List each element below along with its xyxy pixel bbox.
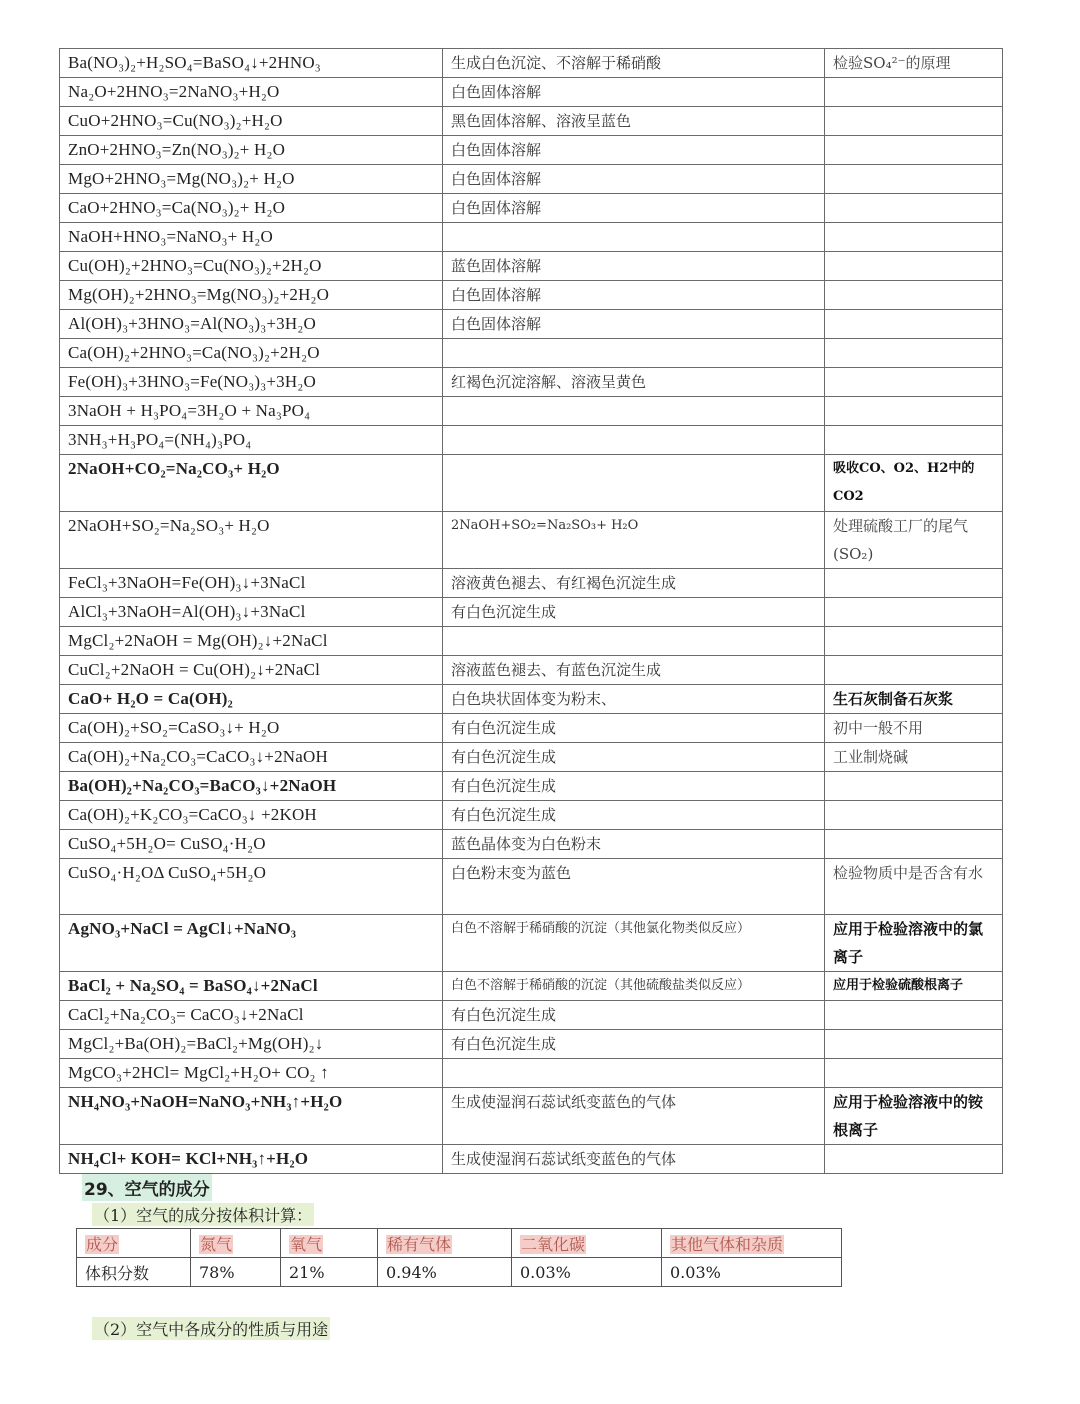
equation-cell: Mg(OH)₂+2HNO₃=Mg(NO₃)₂+2H₂O [60,281,443,310]
equation-cell: CuSO₄+5H₂O= CuSO₄·H₂O [60,830,443,859]
phenomenon-cell: 有白色沉淀生成 [443,743,825,772]
use-cell [825,136,1003,165]
table-row [60,310,1003,339]
use-cell [825,656,1003,685]
equation-cell: Fe(OH)₃+3HNO₃=Fe(NO₃)₃+3H₂O [60,368,443,397]
table-row [60,165,1003,194]
table-row [60,830,1003,859]
equation-cell: Na₂O+2HNO₃=2NaNO₃+H₂O [60,78,443,107]
phenomenon-cell: 蓝色固体溶解 [443,252,825,281]
table-row [77,1258,842,1287]
equation-cell: MgCl₂+Ba(OH)₂=BaCl₂+Mg(OH)₂↓ [60,1030,443,1059]
phenomenon-cell [443,223,825,252]
phenomenon-cell: 有白色沉淀生成 [443,714,825,743]
equation-cell: CaO+2HNO₃=Ca(NO₃)₂+ H₂O [60,194,443,223]
phenomenon-cell: 有白色沉淀生成 [443,1030,825,1059]
equation-cell: MgCO₃+2HCl= MgCl₂+H₂O+ CO₂ ↑ [60,1059,443,1088]
table-row [60,136,1003,165]
table-row [60,49,1003,78]
equation-cell: Cu(OH)₂+2HNO₃=Cu(NO₃)₂+2H₂O [60,252,443,281]
equation-cell: Ba(OH)₂+Na₂CO₃=BaCO₃↓+2NaOH [60,772,443,801]
table-row [60,915,1003,972]
phenomenon-cell: 溶液蓝色褪去、有蓝色沉淀生成 [443,656,825,685]
equation-cell: Ba(NO₃)₂+H₂SO₄=BaSO₄↓+2HNO₃ [60,49,443,78]
phenomenon-cell [443,339,825,368]
equation-cell: Al(OH)₃+3HNO₃=Al(NO₃)₃+3H₂O [60,310,443,339]
use-cell: 生石灰制备石灰浆 [825,685,1003,714]
phenomenon-cell: 白色固体溶解 [443,281,825,310]
table-row [60,426,1003,455]
use-cell: 工业制烧碱 [825,743,1003,772]
table-row [60,1001,1003,1030]
reaction-table [59,48,1003,1174]
equation-cell: ZnO+2HNO₃=Zn(NO₃)₂+ H₂O [60,136,443,165]
value-cell: 0.03% [662,1258,842,1287]
use-cell [825,772,1003,801]
header-cell: 氮气 [191,1229,281,1258]
equation-cell: Ca(OH)₂+2HNO₃=Ca(NO₃)₂+2H₂O [60,339,443,368]
use-cell [825,569,1003,598]
table-row [60,397,1003,426]
table-row [60,455,1003,512]
phenomenon-cell: 白色固体溶解 [443,165,825,194]
use-cell [825,78,1003,107]
table-row [60,859,1003,915]
phenomenon-cell: 白色不溶解于稀硝酸的沉淀（其他氯化物类似反应） [443,915,825,972]
equation-cell: 2NaOH+SO₂=Na₂SO₃+ H₂O [60,512,443,569]
use-cell [825,339,1003,368]
use-cell [825,426,1003,455]
table-row [60,569,1003,598]
use-cell [825,310,1003,339]
phenomenon-cell: 白色不溶解于稀硝酸的沉淀（其他硫酸盐类似反应） [443,972,825,1001]
phenomenon-cell: 白色固体溶解 [443,310,825,339]
equation-cell: CaCl₂+Na₂CO₃= CaCO₃↓+2NaCl [60,1001,443,1030]
header-cell: 稀有气体 [378,1229,512,1258]
table-row [60,656,1003,685]
phenomenon-cell: 白色固体溶解 [443,136,825,165]
phenomenon-cell: 有白色沉淀生成 [443,1001,825,1030]
table-row [60,252,1003,281]
equation-cell: CuCl₂+2NaOH = Cu(OH)₂↓+2NaCl [60,656,443,685]
table-row [60,339,1003,368]
table-row [60,512,1003,569]
phenomenon-cell [443,426,825,455]
equation-cell: NH₄NO₃+NaOH=NaNO₃+NH₃↑+H₂O [60,1088,443,1145]
use-cell: 吸收CO、O2、H2中的CO2 [825,455,1003,512]
value-cell: 0.94% [378,1258,512,1287]
table-row [60,107,1003,136]
use-cell: 检验SO₄²⁻的原理 [825,49,1003,78]
phenomenon-cell: 白色固体溶解 [443,78,825,107]
use-cell [825,830,1003,859]
use-cell: 应用于检验溶液中的氯离子 [825,915,1003,972]
table-row [60,598,1003,627]
table-row [60,772,1003,801]
use-cell [825,627,1003,656]
table-header-row [77,1229,842,1258]
equation-cell: CuO+2HNO₃=Cu(NO₃)₂+H₂O [60,107,443,136]
table-row [60,194,1003,223]
use-cell [825,165,1003,194]
use-cell: 应用于检验溶液中的铵根离子 [825,1088,1003,1145]
equation-cell: MgCl₂+2NaOH = Mg(OH)₂↓+2NaCl [60,627,443,656]
phenomenon-cell: 黑色固体溶解、溶液呈蓝色 [443,107,825,136]
use-cell: 处理硫酸工厂的尾气(SO₂) [825,512,1003,569]
equation-cell: Ca(OH)₂+Na₂CO₃=CaCO₃↓+2NaOH [60,743,443,772]
table-row [60,78,1003,107]
header-cell: 成分 [77,1229,191,1258]
use-cell [825,1145,1003,1174]
table-row [60,714,1003,743]
equation-cell: BaCl₂ + Na₂SO₄ = BaSO₄↓+2NaCl [60,972,443,1001]
equation-cell: Ca(OH)₂+SO₂=CaSO₃↓+ H₂O [60,714,443,743]
equation-cell: MgO+2HNO₃=Mg(NO₃)₂+ H₂O [60,165,443,194]
use-cell [825,1059,1003,1088]
phenomenon-cell [443,627,825,656]
equation-cell: NaOH+HNO₃=NaNO₃+ H₂O [60,223,443,252]
phenomenon-cell: 有白色沉淀生成 [443,772,825,801]
subsection-title-properties: （2）空气中各成分的性质与用途 [92,1317,330,1340]
phenomenon-cell: 蓝色晶体变为白色粉末 [443,830,825,859]
table-row [60,685,1003,714]
phenomenon-cell: 有白色沉淀生成 [443,598,825,627]
section-title: 29、空气的成分 [82,1174,212,1201]
equation-cell: FeCl₃+3NaOH=Fe(OH)₃↓+3NaCl [60,569,443,598]
use-cell [825,281,1003,310]
use-cell: 初中一般不用 [825,714,1003,743]
use-cell [825,223,1003,252]
header-cell: 其他气体和杂质 [662,1229,842,1258]
table-row [60,281,1003,310]
use-cell [825,107,1003,136]
header-cell: 氧气 [281,1229,378,1258]
phenomenon-cell [443,397,825,426]
use-cell [825,1030,1003,1059]
table-row [60,1088,1003,1145]
use-cell [825,194,1003,223]
equation-cell: 2NaOH+CO₂=Na₂CO₃+ H₂O [60,455,443,512]
table-row [60,1145,1003,1174]
use-cell: 应用于检验硫酸根离子 [825,972,1003,1001]
equation-cell: CaO+ H₂O = Ca(OH)₂ [60,685,443,714]
air-composition-table [76,1228,842,1287]
phenomenon-cell: 白色粉末变为蓝色 [443,859,825,915]
use-cell [825,801,1003,830]
phenomenon-cell [443,455,825,512]
equation-cell: AgNO₃+NaCl = AgCl↓+NaNO₃ [60,915,443,972]
equation-cell: CuSO₄·H₂OΔ CuSO₄+5H₂O [60,859,443,915]
table-row [60,743,1003,772]
table-row [60,1059,1003,1088]
use-cell [825,252,1003,281]
value-cell: 0.03% [512,1258,662,1287]
header-cell: 二氧化碳 [512,1229,662,1258]
table-row [60,368,1003,397]
phenomenon-cell: 有白色沉淀生成 [443,801,825,830]
value-cell: 78% [191,1258,281,1287]
use-cell [825,368,1003,397]
equation-cell: 3NaOH + H₃PO₄=3H₂O + Na₃PO₄ [60,397,443,426]
table-row [60,627,1003,656]
table-row [60,972,1003,1001]
equation-cell: Ca(OH)₂+K₂CO₃=CaCO₃↓ +2KOH [60,801,443,830]
phenomenon-cell: 白色块状固体变为粉末、 [443,685,825,714]
table-row [60,223,1003,252]
phenomenon-cell: 溶液黄色褪去、有红褐色沉淀生成 [443,569,825,598]
table-row [60,1030,1003,1059]
table-row [60,801,1003,830]
phenomenon-cell: 生成使湿润石蕊试纸变蓝色的气体 [443,1088,825,1145]
use-cell [825,1001,1003,1030]
equation-cell: NH₄Cl+ KOH= KCl+NH₃↑+H₂O [60,1145,443,1174]
phenomenon-cell: 白色固体溶解 [443,194,825,223]
equation-cell: AlCl₃+3NaOH=Al(OH)₃↓+3NaCl [60,598,443,627]
phenomenon-cell: 生成使湿润石蕊试纸变蓝色的气体 [443,1145,825,1174]
subsection-title-composition: （1）空气的成分按体积计算： [92,1203,314,1226]
value-cell: 21% [281,1258,378,1287]
phenomenon-cell: 红褐色沉淀溶解、溶液呈黄色 [443,368,825,397]
phenomenon-cell [443,1059,825,1088]
phenomenon-cell: 2NaOH+SO₂=Na₂SO₃+ H₂O [443,512,825,569]
use-cell [825,598,1003,627]
row-label-cell: 体积分数 [77,1258,191,1287]
use-cell: 检验物质中是否含有水 [825,859,1003,915]
phenomenon-cell: 生成白色沉淀、不溶解于稀硝酸 [443,49,825,78]
use-cell [825,397,1003,426]
equation-cell: 3NH₃+H₃PO₄=(NH₄)₃PO₄ [60,426,443,455]
